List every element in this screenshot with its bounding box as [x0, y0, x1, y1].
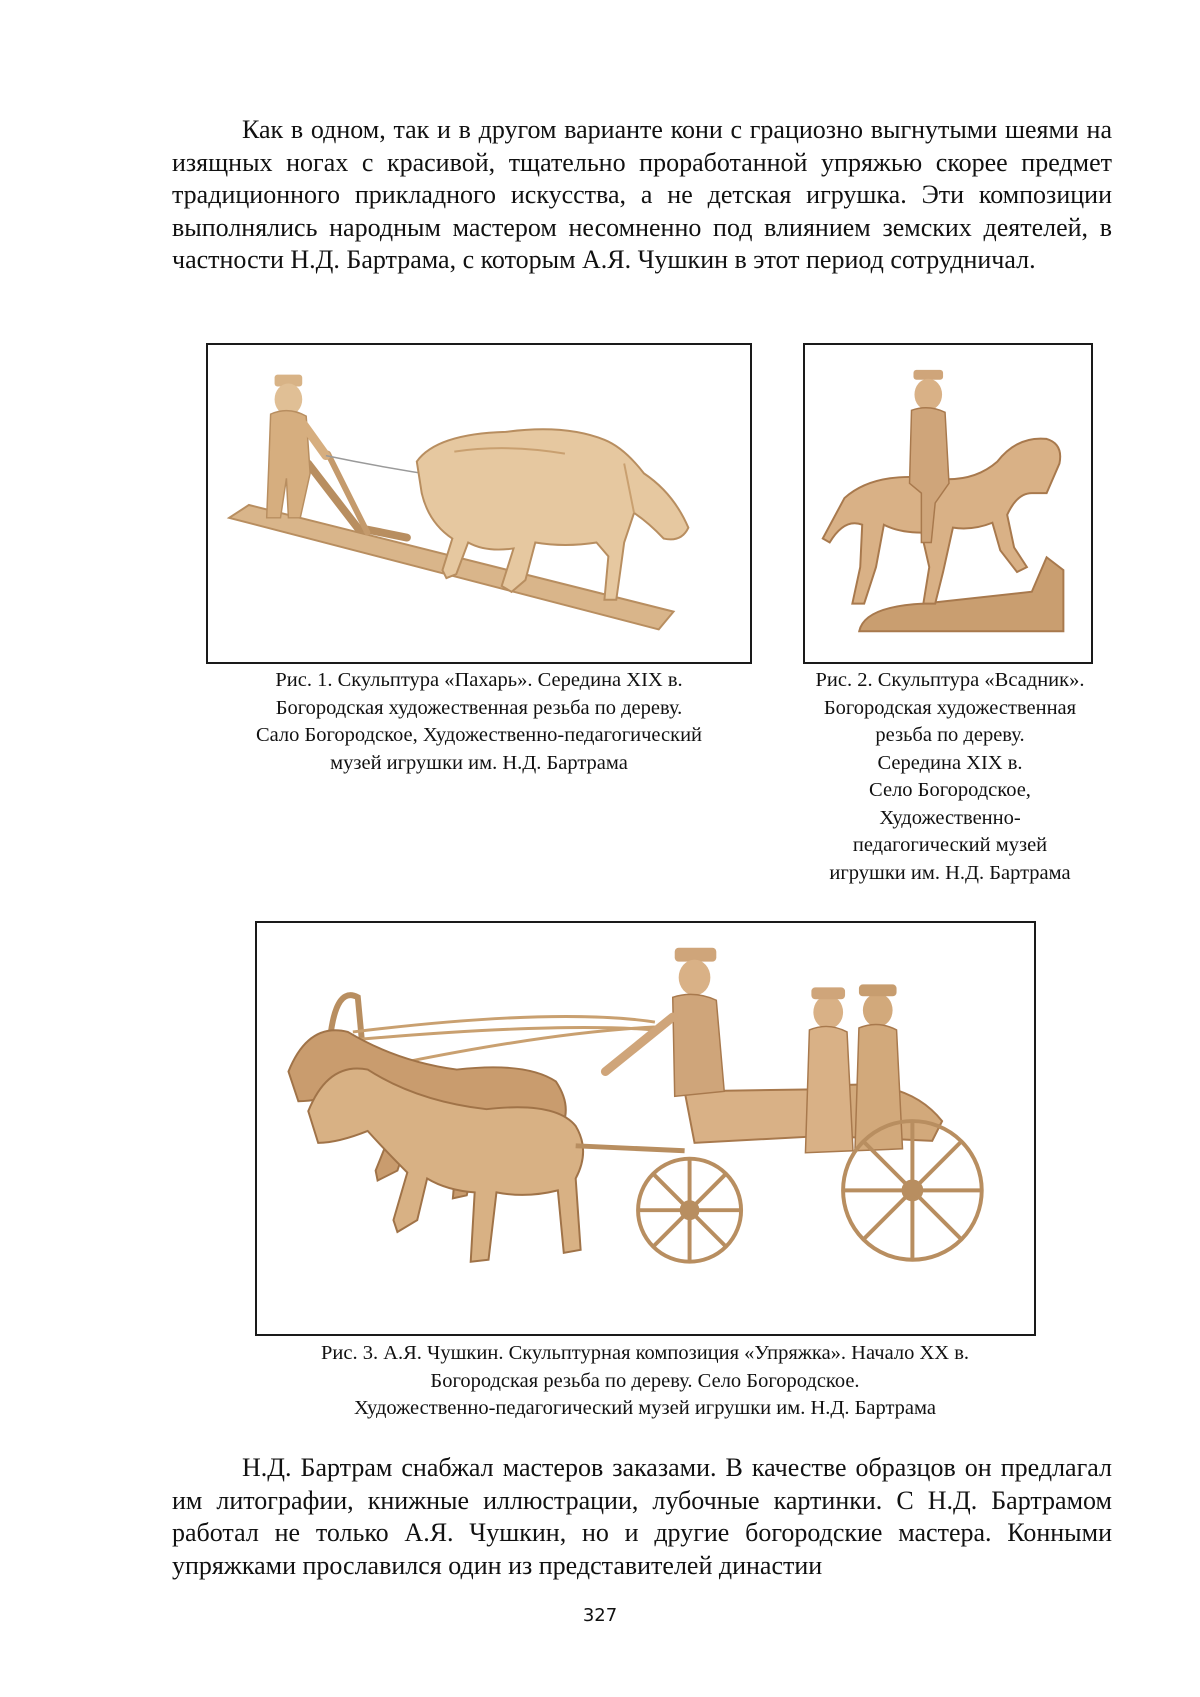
caption-line: Богородская художественная резьба по дереву.: [275, 696, 683, 719]
para-top-line: период сотрудничал.: [806, 245, 1036, 274]
caption-line: Художественно-педагогический музей игрушки им. Н.Д. Бартрама: [354, 1397, 936, 1419]
caption-line: игрушки им. Н.Д. Бартрама: [829, 861, 1071, 884]
para-bottom-line: Н.Д. Бартрам снабжал мастеров заказами. В качестве образцов он: [242, 1453, 992, 1482]
page-number: 327: [582, 1605, 618, 1626]
para-bottom-line: предлагал им литографии, книжные иллюстрации, лубочные картинки. С: [172, 1453, 1112, 1515]
body-paragraph-top: [172, 114, 1112, 277]
caption-line: Середина XIX в.: [877, 751, 1023, 774]
caption-line: музей игрушки им. Н.Д. Бартрама: [330, 751, 628, 774]
caption-line: Рис. 2. Скульптура «Всадник».: [815, 669, 1085, 691]
caption-line: Сало Богородское, Художественно-педагогический: [255, 724, 703, 746]
plowman-sculpture-image: [208, 345, 750, 662]
para-bottom-line: мастера. Конными упряжками прославился один из представителей династии: [172, 1518, 1113, 1580]
body-paragraph-bottom: [172, 1452, 1112, 1582]
figure-rider-photo: [803, 343, 1093, 664]
para-top-line: шеями на изящных ногах с красивой, тщательно проработанной упряжью: [172, 115, 1112, 177]
caption-line: педагогический музей: [852, 834, 1048, 856]
carriage-sculpture-image: [257, 923, 1034, 1334]
caption-line: Рис. 3. А.Я. Чушкин. Скульптурная композиция «Упряжка». Начало XX в.: [320, 1342, 969, 1364]
caption-line: Богородская резьба по дереву. Село Богородское.: [430, 1369, 860, 1392]
caption-line: Богородская художественная: [823, 696, 1077, 719]
figure-carriage-photo: [255, 921, 1036, 1336]
rider-sculpture-image: [805, 345, 1091, 662]
para-bottom-line: Н.Д. Бартрамом работал не только А.Я. Чушкин, но и другие богородские: [172, 1485, 1112, 1547]
figure-plowman-photo: [206, 343, 752, 664]
para-top-line: земских деятелей, в частности Н.Д. Бартрама, с которым А.Я. Чушкин в этот: [172, 212, 1112, 274]
caption-line: Село Богородское,: [869, 779, 1031, 801]
para-top-line: скорее предмет традиционного прикладного искусства, а не детская игрушка.: [172, 147, 1112, 209]
para-top-line: Эти композиции выполнялись народным мастером несомненно под влиянием: [172, 180, 1112, 242]
figure3-caption: [230, 1340, 1060, 1423]
caption-line: Художественно-: [879, 806, 1021, 829]
para-top-line: Как в одном, так и в другом варианте кони с грациозно выгнутыми: [242, 115, 998, 144]
caption-line: резьба по дереву.: [875, 724, 1025, 746]
caption-line: Рис. 1. Скульптура «Пахарь». Середина XIX в.: [275, 669, 683, 691]
figure1-caption: [206, 667, 752, 777]
figure2-caption: [780, 667, 1120, 887]
